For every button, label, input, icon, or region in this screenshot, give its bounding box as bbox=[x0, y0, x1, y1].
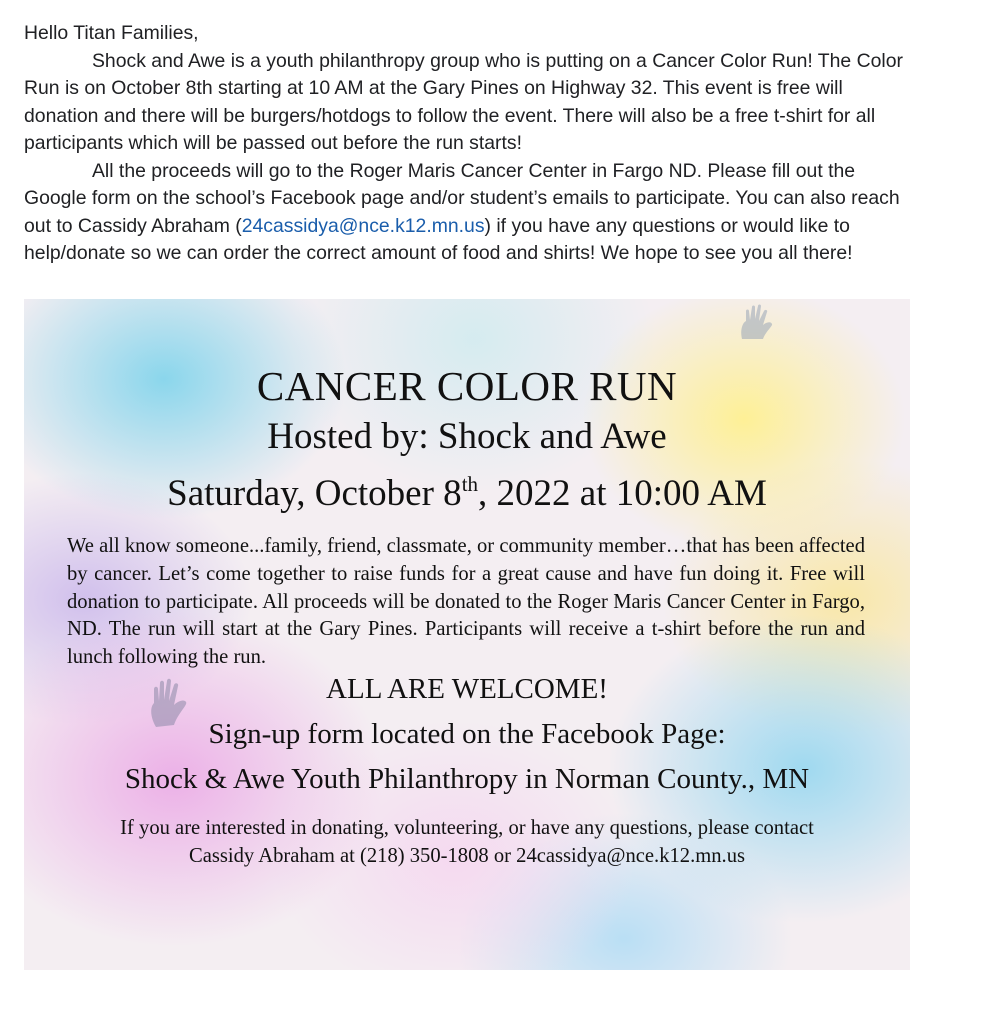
color-run-flyer-image bbox=[24, 299, 910, 970]
letter-paragraph-1: Shock and Awe is a youth philanthropy group who is putting on a Cancer Color Run! The Color Run is on October 8th starting at 10 AM at the Gary Pines on Highway 32. This event is free will donation and there will be burgers/hotdogs to follow the event. There will also be a free t-shirt for all participants which will be passed out before the run starts! bbox=[24, 49, 903, 154]
paragraph-2-text-start: All the proceeds will go to the Roger Maris Cancer Center in Fargo ND. Please fill out the Google form on the school’s Facebook page and/or student’s emails to participate. You can also reach out to Cassidy Abraham ( bbox=[24, 159, 900, 237]
flyer-description: We all know someone...family, friend, classmate, or community member…that has been affected by cancer. Let’s come together to raise funds for a great cause and have fun doing it. Free will donation to participate. All proceeds will be donated to the Roger Maris Cancer Center in Fargo, ND. The run will start at the Gary Pines. Participants will receive a t-shirt before the run and lunch following the run. bbox=[67, 535, 865, 669]
flyer-contact-line-2: Cassidy Abraham at (218) 350-1808 or 24cassidya@nce.k12.mn.us bbox=[188, 844, 746, 867]
paragraph-2-text-end: ) if you have any questions or would like to help/donate so we can order the correct amount of food and shirts! We hope to see you all there! bbox=[24, 214, 853, 264]
email-link[interactable]: 24cassidya@nce.k12.mn.us bbox=[241, 214, 485, 237]
flyer-contact bbox=[24, 815, 910, 871]
flyer-welcome: ALL ARE WELCOME! bbox=[326, 673, 608, 705]
letter-greeting: Hello Titan Families, bbox=[24, 22, 199, 44]
flyer-host: Hosted by: Shock and Awe bbox=[267, 416, 667, 457]
flyer-signup-note: Sign-up form located on the Facebook Page: bbox=[208, 718, 726, 750]
announcement-letter bbox=[24, 20, 919, 268]
flyer-date-ordinal: th bbox=[461, 472, 479, 496]
flyer-contact-line-1: If you are interested in donating, volunteering, or have any questions, please contact bbox=[120, 817, 814, 839]
flyer-date-rest: , 2022 at 10:00 AM bbox=[478, 473, 767, 514]
flyer-title: CANCER COLOR RUN bbox=[256, 363, 678, 409]
paint-hand-print-icon bbox=[736, 303, 780, 343]
flyer-facebook-page-name: Shock & Awe Youth Philanthropy in Norman County., MN bbox=[124, 763, 810, 795]
letter-paragraph-2 bbox=[24, 158, 919, 268]
flyer-date bbox=[24, 473, 910, 515]
flyer-date-prefix: Saturday, October 8 bbox=[167, 473, 462, 514]
